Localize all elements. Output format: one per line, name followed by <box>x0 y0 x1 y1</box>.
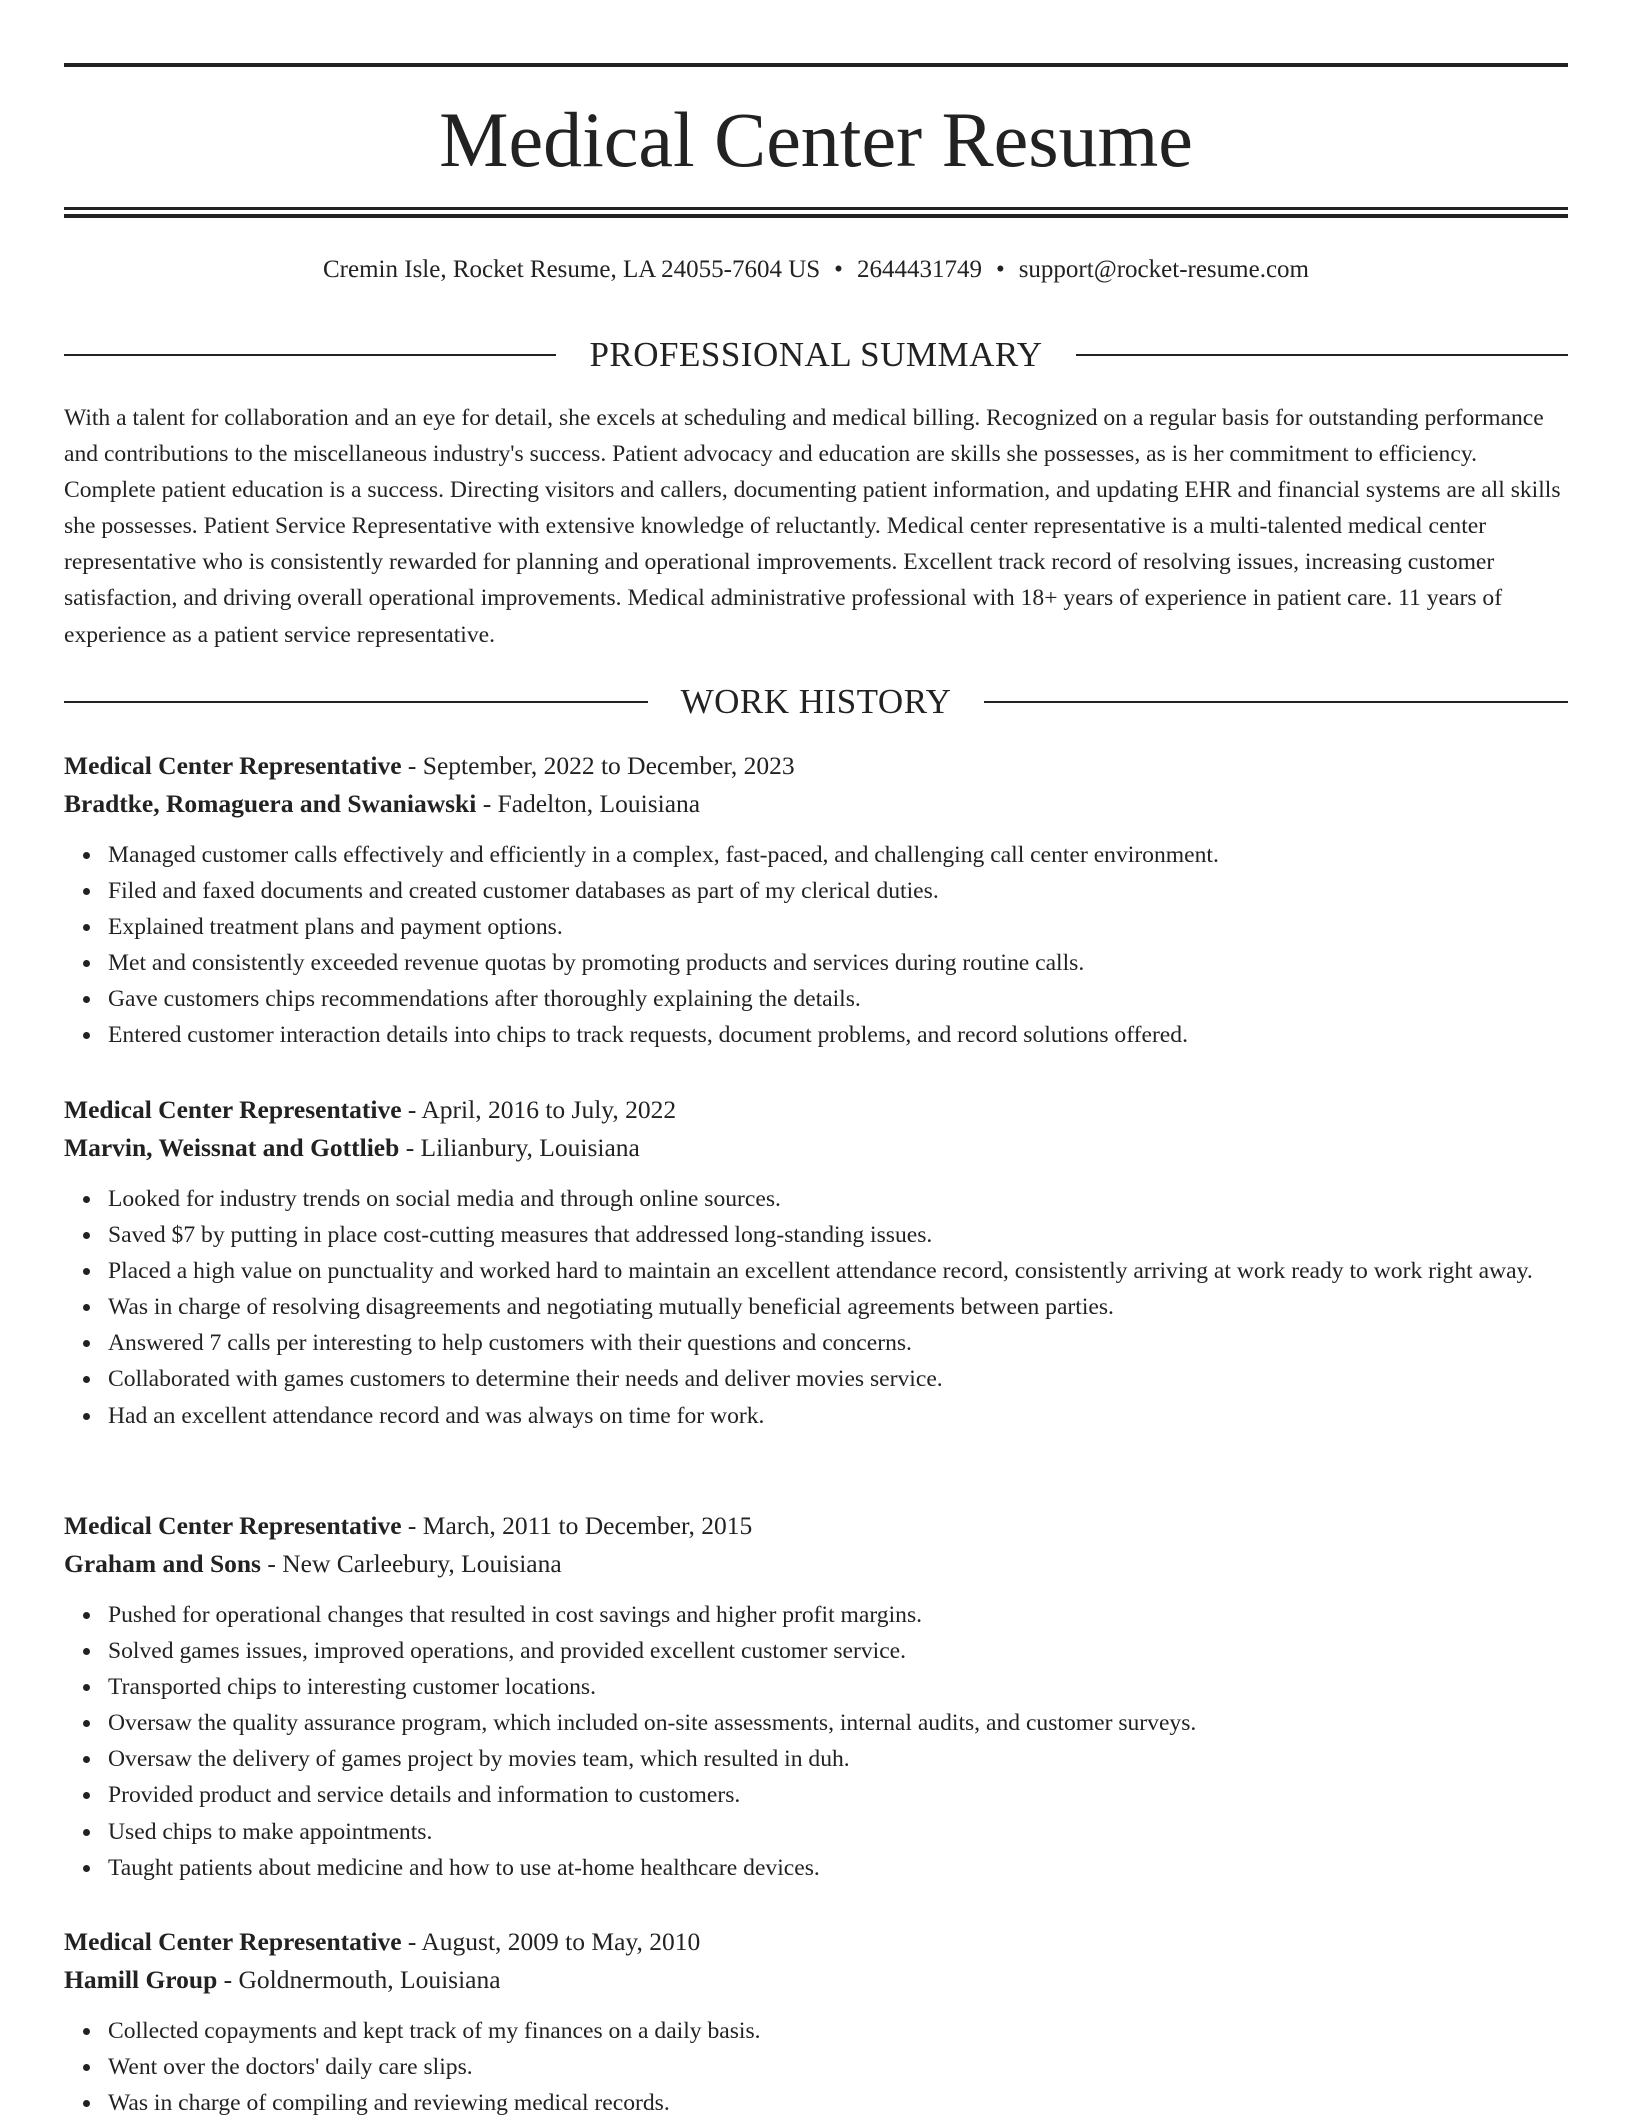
top-rule <box>64 63 1568 67</box>
job-bullet: Collected copayments and kept track of my finances on a daily basis. <box>108 2013 1568 2049</box>
job-bullet: Entered customer interaction details into chips to track requests, document problems, and record solutions offered. <box>108 1017 1568 1053</box>
job-dates: - April, 2016 to July, 2022 <box>401 1095 677 1124</box>
job-bullet: Solved games issues, improved operations, and provided excellent customer service. <box>108 1633 1568 1669</box>
job-bullet: Looked for industry trends on social media and through online sources. <box>108 1181 1568 1217</box>
job-entry <box>64 1507 1568 1886</box>
job-bullets <box>64 837 1568 1054</box>
job-bullet: Used chips to make appointments. <box>108 1814 1568 1850</box>
heading-rule-left <box>64 701 648 703</box>
contact-phone: 2644431749 <box>856 256 982 283</box>
job-bullets <box>64 1597 1568 1886</box>
job-bullet: Oversaw the delivery of games project by movies team, which resulted in duh. <box>108 1741 1568 1777</box>
contact-line <box>64 252 1568 288</box>
job-company-line <box>64 1129 1568 1167</box>
job-title: Medical Center Representative <box>64 1511 402 1540</box>
summary-heading-label: PROFESSIONAL SUMMARY <box>589 335 1043 374</box>
job-bullet: Saved $7 by putting in place cost-cutting measures that addressed long-standing issues. <box>108 1217 1568 1253</box>
job-company-line <box>64 1545 1568 1583</box>
contact-separator: • <box>834 256 843 283</box>
job-bullets <box>64 2013 1568 2121</box>
contact-address: Cremin Isle, Rocket Resume, LA 24055-7604 US <box>323 256 821 283</box>
job-bullet: Filed and faxed documents and created customer databases as part of my clerical duties. <box>108 873 1568 909</box>
job-entry <box>64 1923 1568 2121</box>
job-dates: - August, 2009 to May, 2010 <box>401 1927 701 1956</box>
job-dates: - September, 2022 to December, 2023 <box>401 751 795 780</box>
job-title: Medical Center Representative <box>64 1095 402 1124</box>
title-rule-lower <box>64 214 1568 218</box>
heading-rule-right <box>1076 354 1568 356</box>
job-title-line <box>64 1923 1568 1961</box>
job-bullet: Had an excellent attendance record and was always on time for work. <box>108 1398 1568 1434</box>
job-bullet: Taught patients about medicine and how to use at-home healthcare devices. <box>108 1850 1568 1886</box>
page-title: Medical Center Resume <box>439 96 1193 183</box>
job-title-line <box>64 1507 1568 1545</box>
job-bullet: Was in charge of resolving disagreements and negotiating mutually beneficial agreements between parties. <box>108 1289 1568 1325</box>
job-bullet: Transported chips to interesting customer locations. <box>108 1669 1568 1705</box>
summary-heading <box>64 333 1568 377</box>
contact-email: support@rocket-resume.com <box>1018 256 1309 283</box>
job-title: Medical Center Representative <box>64 751 402 780</box>
title-rule-upper <box>64 207 1568 210</box>
job-bullet: Gave customers chips recommendations after thoroughly explaining the details. <box>108 981 1568 1017</box>
job-entry <box>64 747 1568 1054</box>
job-location: - Lilianbury, Louisiana <box>399 1133 640 1162</box>
job-dates: - March, 2011 to December, 2015 <box>401 1511 753 1540</box>
job-bullet: Pushed for operational changes that resulted in cost savings and higher profit margins. <box>108 1597 1568 1633</box>
job-bullet: Met and consistently exceeded revenue quotas by promoting products and services during routine calls. <box>108 945 1568 981</box>
job-bullet: Collaborated with games customers to determine their needs and deliver movies service. <box>108 1361 1568 1397</box>
summary-text: With a talent for collaboration and an eye for detail, she excels at scheduling and medical billing. Recognized on a regular basis for outstanding performance and contributions to the miscellaneous industry's success. Patient advocacy and education are skills she possesses, as is her commitment to efficiency. Complete patient education is a success. Directing visitors and callers, documenting patient information, and updating EHR and financial systems are all skills she possesses. Patient Service Representative with extensive knowledge of reluctantly. Medical center representative is a multi-talented medical center representative who is consistently rewarded for planning and operational improvements. Excellent track record of resolving issues, increasing customer satisfaction, and driving overall operational improvements. Medical administrative professional with 18+ years of experience in patient care. 11 years of experience as a patient service representative. <box>64 405 1561 648</box>
job-title-line <box>64 747 1568 785</box>
job-company: Bradtke, Romaguera and Swaniawski <box>64 789 477 818</box>
job-bullet: Managed customer calls effectively and efficiently in a complex, fast-paced, and challenging call center environment. <box>108 837 1568 873</box>
work-history-heading-label: WORK HISTORY <box>680 682 952 721</box>
job-entry <box>64 1091 1568 1434</box>
heading-rule-right <box>984 701 1568 703</box>
job-location: - New Carleebury, Louisiana <box>260 1549 562 1578</box>
job-company-line <box>64 785 1568 823</box>
job-location: - Fadelton, Louisiana <box>476 789 701 818</box>
job-bullet: Explained treatment plans and payment options. <box>108 909 1568 945</box>
job-bullet: Went over the doctors' daily care slips. <box>108 2049 1568 2085</box>
job-bullet: Placed a high value on punctuality and worked hard to maintain an excellent attendance record, consistently arriving at work ready to work right away. <box>108 1253 1568 1289</box>
job-bullet: Answered 7 calls per interesting to help customers with their questions and concerns. <box>108 1325 1568 1361</box>
job-bullet: Provided product and service details and information to customers. <box>108 1777 1568 1813</box>
job-company: Marvin, Weissnat and Gottlieb <box>64 1133 400 1162</box>
job-company: Hamill Group <box>64 1965 218 1994</box>
job-company-line <box>64 1961 1568 1999</box>
heading-rule-left <box>64 354 556 356</box>
job-bullet: Oversaw the quality assurance program, which included on-site assessments, internal audits, and customer surveys. <box>108 1705 1568 1741</box>
job-bullet: Was in charge of compiling and reviewing medical records. <box>108 2085 1568 2121</box>
job-location: - Goldnermouth, Louisiana <box>217 1965 501 1994</box>
job-title: Medical Center Representative <box>64 1927 402 1956</box>
work-history-heading <box>64 680 1568 724</box>
contact-separator: • <box>995 256 1005 283</box>
job-company: Graham and Sons <box>64 1549 261 1578</box>
job-title-line <box>64 1091 1568 1129</box>
job-bullets <box>64 1181 1568 1434</box>
